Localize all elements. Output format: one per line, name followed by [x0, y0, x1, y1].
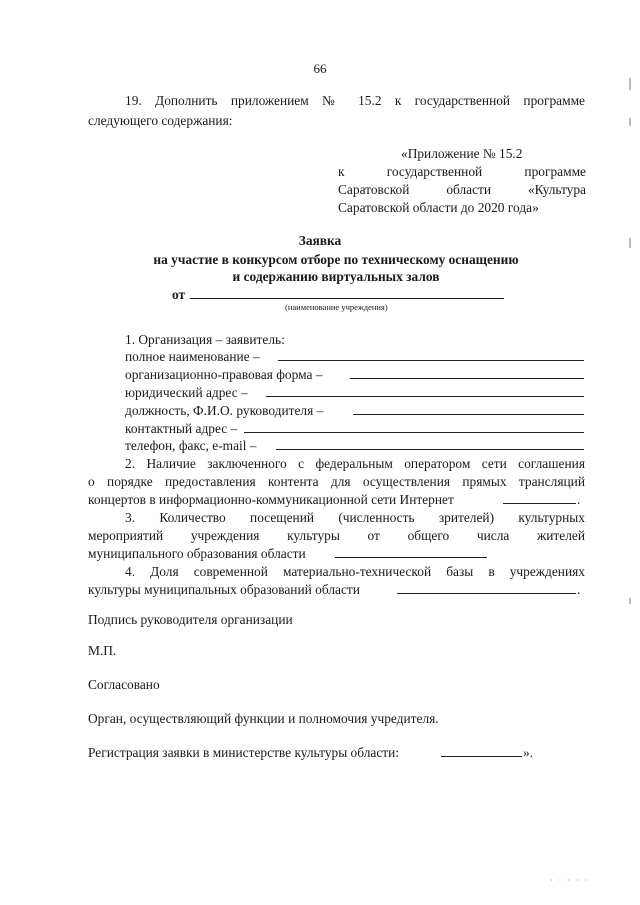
- appendix-line-4: Саратовской области до 2020 года»: [338, 200, 539, 215]
- agreed-label: Согласовано: [88, 677, 160, 692]
- form-subtitle-2: и содержанию виртуальных залов: [232, 269, 440, 284]
- registration-label: Регистрация заявки в министерстве культуры области:: [88, 745, 400, 760]
- appendix-line-3: Саратовской области «Культура: [338, 182, 586, 197]
- page-number: 66: [313, 61, 327, 76]
- section-2-answer-line[interactable]: [503, 503, 576, 504]
- field-contact-address-line[interactable]: [244, 432, 584, 433]
- scan-edge-mark: [629, 78, 631, 90]
- appendix-line-2: к государственной программе: [338, 164, 586, 179]
- field-legal-form-line[interactable]: [350, 378, 584, 379]
- from-hint: (наименование учреждения): [285, 302, 388, 312]
- from-underline[interactable]: [190, 298, 504, 299]
- field-legal-address-label: юридический адрес –: [125, 385, 248, 400]
- field-director-label: должность, Ф.И.О. руководителя –: [125, 403, 324, 418]
- field-full-name-line[interactable]: [278, 360, 584, 361]
- section-3-line-2: мероприятий учреждения культуры от общего числа жителей: [88, 528, 585, 543]
- from-label: от: [172, 287, 186, 302]
- scan-speckle: · · · · ·: [550, 876, 590, 885]
- form-title: Заявка: [298, 233, 342, 248]
- intro-line-2: следующего содержания:: [88, 113, 233, 128]
- scan-edge-mark: [629, 238, 631, 248]
- signature-label: Подпись руководителя организации: [88, 612, 293, 627]
- field-legal-form-label: организационно-правовая форма –: [125, 367, 323, 382]
- section-4-line-2: культуры муниципальных образований области: [88, 582, 360, 597]
- section-2-line-3: концертов в информационно-коммуникационной сети Интернет: [88, 492, 454, 507]
- field-contact-address-label: контактный адрес –: [125, 421, 238, 436]
- section-3-line-3: муниципального образования области: [88, 546, 306, 561]
- stamp-label: М.П.: [88, 643, 117, 658]
- intro-line-1: 19. Дополнить приложением № 15.2 к государственной программе: [125, 93, 585, 108]
- field-director-line[interactable]: [353, 414, 584, 415]
- section-3-line-1: 3. Количество посещений (численность зрителей) культурных: [125, 510, 585, 525]
- appendix-line-1: «Приложение № 15.2: [401, 146, 523, 161]
- section-4-line-1: 4. Доля современной материально-технической базы в учреждениях: [125, 564, 585, 579]
- section-3-answer-line[interactable]: [335, 557, 487, 558]
- scan-edge-mark: [629, 118, 631, 126]
- section-2-line-1: 2. Наличие заключенного с федеральным оператором сети соглашения: [125, 456, 585, 471]
- section-2-end: .: [577, 492, 581, 507]
- registration-end: ».: [523, 745, 534, 760]
- field-phone-line[interactable]: [276, 449, 584, 450]
- scan-edge-mark: [629, 598, 631, 604]
- section-2-line-2: о порядке предоставления контента для осуществления прямых трансляций: [88, 474, 585, 489]
- field-phone-label: телефон, факс, e-mail –: [125, 438, 257, 453]
- field-full-name-label: полное наименование –: [125, 349, 260, 364]
- registration-answer-line[interactable]: [441, 756, 522, 757]
- section-1-heading: 1. Организация – заявитель:: [125, 332, 285, 347]
- field-legal-address-line[interactable]: [266, 396, 584, 397]
- authority-label: Орган, осуществляющий функции и полномочия учредителя.: [88, 711, 439, 726]
- section-4-answer-line[interactable]: [397, 593, 576, 594]
- section-4-end: .: [577, 582, 581, 597]
- form-subtitle-1: на участие в конкурсом отборе по техническому оснащению: [153, 252, 519, 267]
